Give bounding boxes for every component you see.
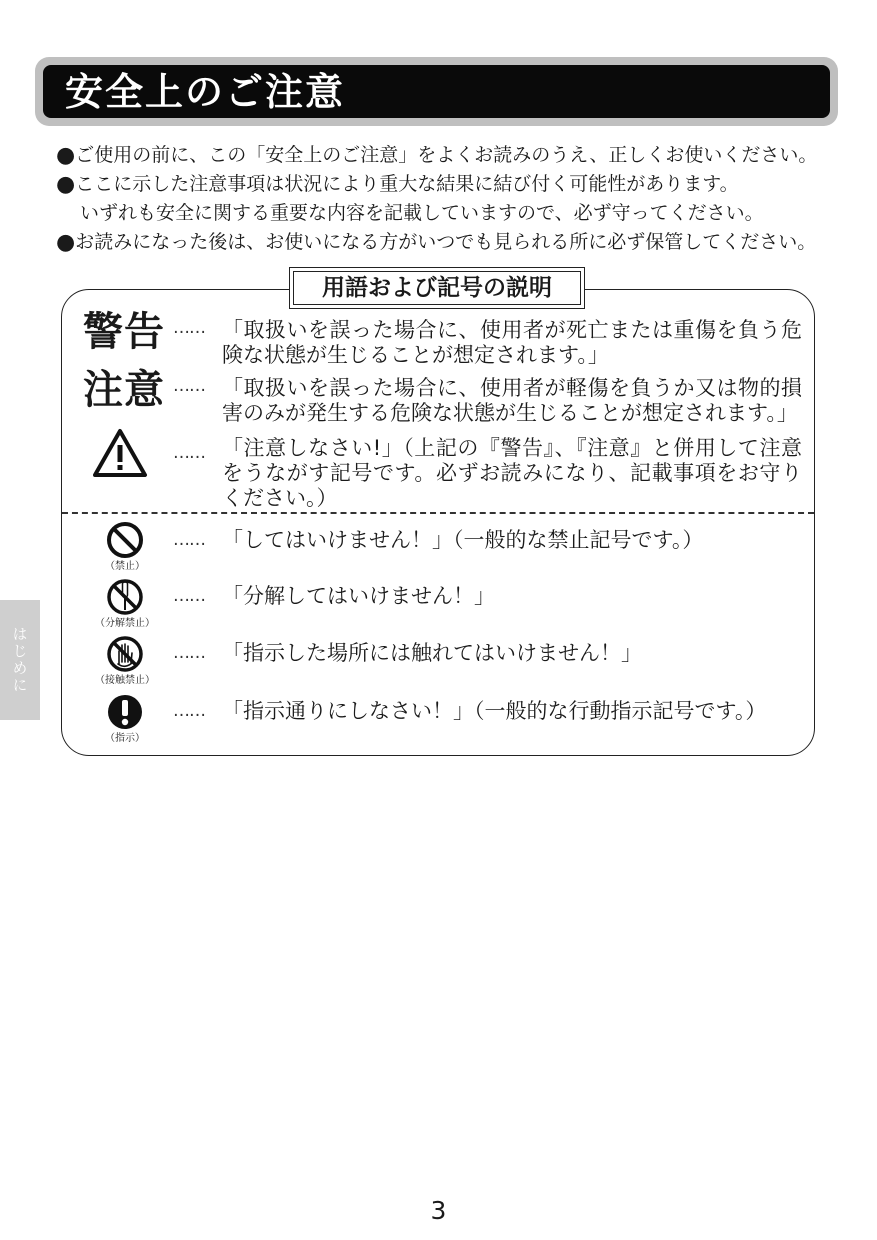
side-tab-label: はじめに (10, 626, 29, 694)
intro-line-1: ●ご使用の前に、この「安全上のご注意」をよくお読みのうえ、正しくお使いください。 (56, 143, 818, 168)
instruction-symbol (95, 692, 155, 745)
intro-notes (56, 141, 836, 257)
term-caution: 注意 (83, 367, 165, 413)
leader-dots: …… (173, 586, 205, 606)
term-warning-description: 「取扱いを誤った場合に、使用者が死亡または重傷を負う危険な状態が生じることが想定されます。」 (222, 318, 802, 367)
caution-triangle-icon (90, 428, 150, 478)
no-touch-description: 「指示した場所には触れてはいけません！」 (222, 641, 642, 665)
no-disassembly-symbol (95, 577, 155, 630)
intro-line-3: ●お読みになった後は、お使いになる方がいつでも見られる所に必ず保管してください。 (56, 230, 817, 255)
leader-dots: …… (173, 318, 205, 338)
symbol-caption: （接触禁止） (95, 675, 155, 686)
box-label (289, 267, 585, 309)
symbol-caption: （分解禁止） (95, 618, 155, 629)
no-disassembly-icon (105, 577, 145, 617)
prohibition-icon (105, 520, 145, 560)
bullet-icon: ● (56, 230, 76, 255)
prohibition-symbol (95, 520, 155, 573)
section-divider (62, 512, 814, 514)
term-caution-description: 「取扱いを誤った場合に、使用者が軽傷を負うか又は物的損害のみが発生する危険な状態が生じることが想定されます。」 (222, 376, 802, 425)
box-label-text: 用語および記号の説明 (322, 275, 552, 301)
no-touch-symbol (95, 634, 155, 687)
section-side-tab (0, 600, 40, 720)
leader-dots: …… (173, 376, 205, 396)
leader-dots: …… (173, 443, 205, 463)
page-title: 安全上のご注意 (65, 70, 346, 114)
no-disassembly-description: 「分解してはいけません！」 (222, 584, 495, 608)
bullet-icon: ● (56, 172, 76, 197)
instruction-icon (105, 692, 145, 732)
bullet-icon: ● (56, 143, 76, 168)
prohibition-description: 「してはいけません！」（一般的な禁止記号です。） (222, 528, 704, 552)
page-number: 3 (430, 1196, 447, 1225)
leader-dots: …… (173, 701, 205, 721)
leader-dots: …… (173, 643, 205, 663)
symbol-caption: （指示） (105, 733, 145, 744)
term-warning: 警告 (83, 309, 165, 355)
intro-line-2-continued: いずれも安全に関する重要な内容を記載していますので、必ず守ってください。 (80, 202, 764, 224)
instruction-description: 「指示通りにしなさい！」（一般的な行動指示記号です。） (222, 699, 767, 723)
title-banner-inner (43, 65, 830, 118)
no-touch-icon (105, 634, 145, 674)
symbol-caption: （禁止） (105, 561, 145, 572)
intro-line-2: ●ここに示した注意事項は状況により重大な結果に結び付く可能性があります。 (56, 172, 739, 197)
title-banner (35, 57, 838, 126)
leader-dots: …… (173, 530, 205, 550)
triangle-description: 「注意しなさい!」（上記の『警告』、『注意』と併用して注意をうながす記号です。必ずお読みになり、記載事項をお守りください。） (222, 436, 802, 510)
